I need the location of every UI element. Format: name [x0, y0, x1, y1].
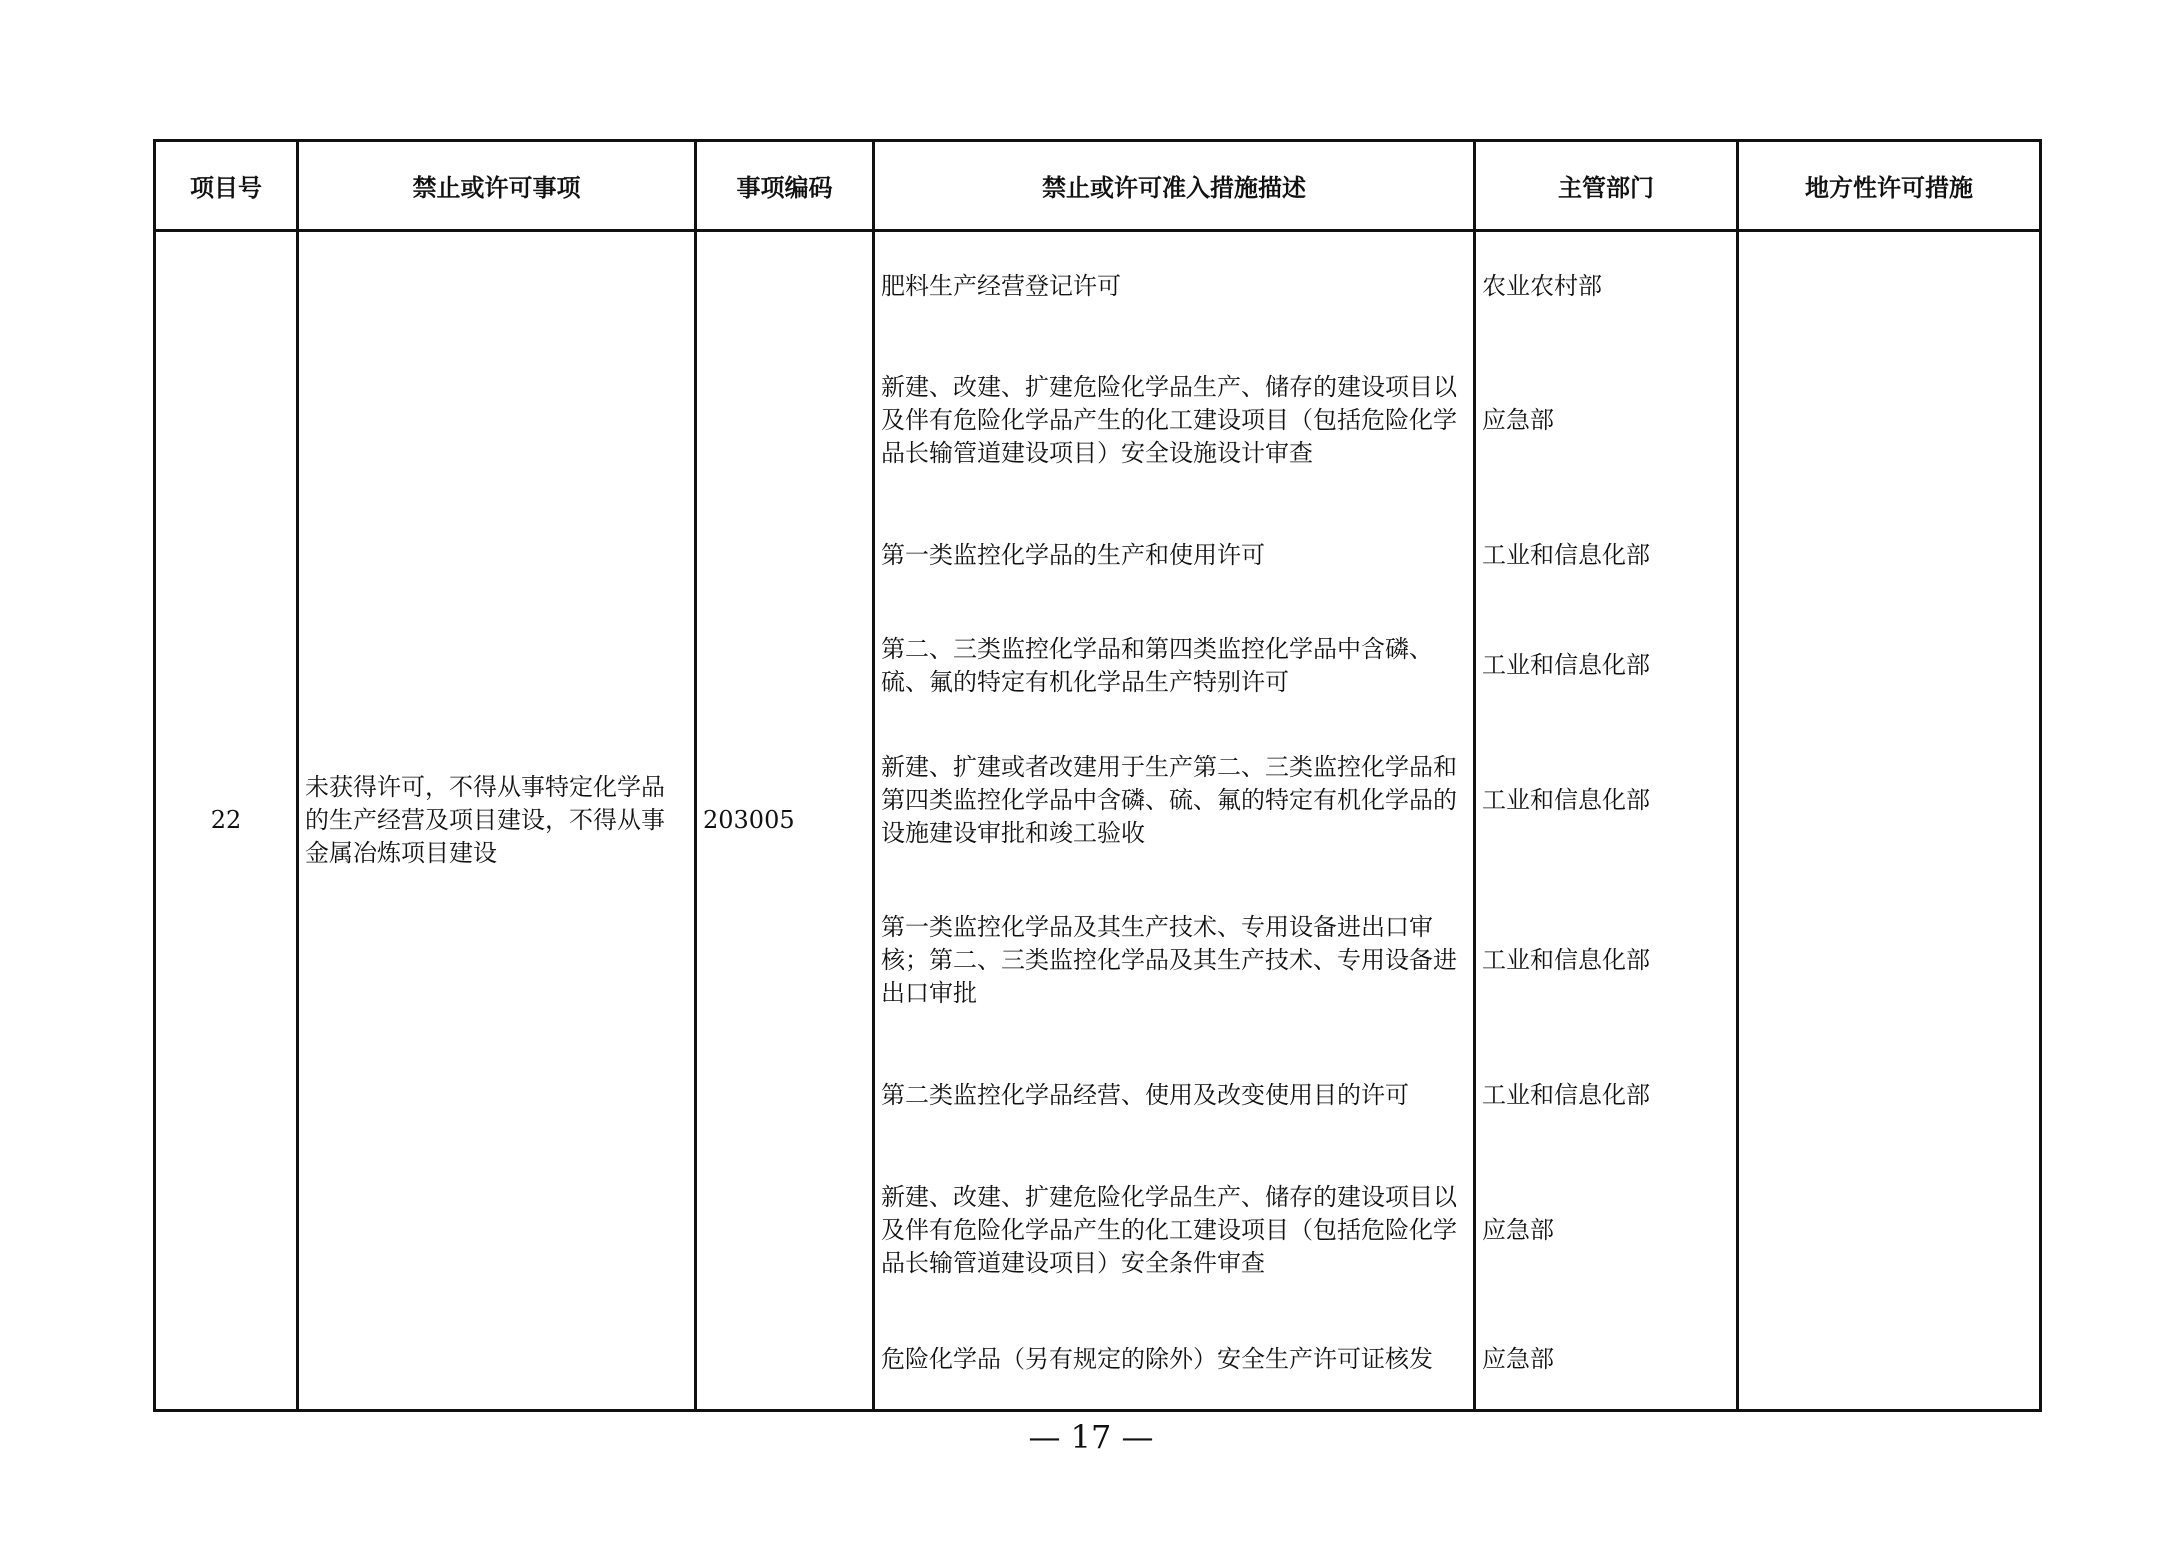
department-cell: 工业和信息化部	[1475, 501, 1738, 611]
department-cell: 工业和信息化部	[1475, 721, 1738, 881]
department-cell: 应急部	[1475, 1151, 1738, 1311]
description-cell: 第二类监控化学品经营、使用及改变使用目的许可	[874, 1041, 1475, 1151]
department-cell: 工业和信息化部	[1475, 1041, 1738, 1151]
header-local-measures: 地方性许可措施	[1738, 141, 2041, 231]
description-cell: 新建、扩建或者改建用于生产第二、三类监控化学品和第四类监控化学品中含磷、硫、氟的特定有机化学品的设施建设审批和竣工验收	[874, 721, 1475, 881]
matter-cell: 未获得许可，不得从事特定化学品的生产经营及项目建设，不得从事金属冶炼项目建设	[298, 231, 696, 1411]
permit-table	[153, 139, 2042, 1412]
department-cell: 工业和信息化部	[1475, 881, 1738, 1041]
department-cell: 应急部	[1475, 341, 1738, 501]
description-cell: 肥料生产经营登记许可	[874, 231, 1475, 341]
description-cell: 危险化学品（另有规定的除外）安全生产许可证核发	[874, 1311, 1475, 1411]
description-cell: 新建、改建、扩建危险化学品生产、储存的建设项目以及伴有危险化学品产生的化工建设项目（包括危险化学品长输管道建设项目）安全条件审查	[874, 1151, 1475, 1311]
header-matter: 禁止或许可事项	[298, 141, 696, 231]
description-cell: 第二、三类监控化学品和第四类监控化学品中含磷、硫、氟的特定有机化学品生产特别许可	[874, 611, 1475, 721]
table-row	[155, 231, 2041, 341]
description-cell: 新建、改建、扩建危险化学品生产、储存的建设项目以及伴有危险化学品产生的化工建设项目（包括危险化学品长输管道建设项目）安全设施设计审查	[874, 341, 1475, 501]
description-cell: 第一类监控化学品及其生产技术、专用设备进出口审核；第二、三类监控化学品及其生产技术、专用设备进出口审批	[874, 881, 1475, 1041]
local-measures-cell	[1738, 231, 2041, 1411]
department-cell: 农业农村部	[1475, 231, 1738, 341]
header-department: 主管部门	[1475, 141, 1738, 231]
item-number-cell: 22	[155, 231, 298, 1411]
table-header-row	[155, 141, 2041, 231]
department-cell: 应急部	[1475, 1311, 1738, 1411]
page-number: — 17 —	[1028, 1418, 1154, 1456]
header-code: 事项编码	[696, 141, 874, 231]
description-cell: 第一类监控化学品的生产和使用许可	[874, 501, 1475, 611]
department-cell: 工业和信息化部	[1475, 611, 1738, 721]
code-cell: 203005	[696, 231, 874, 1411]
header-item-number: 项目号	[155, 141, 298, 231]
header-description: 禁止或许可准入措施描述	[874, 141, 1475, 231]
